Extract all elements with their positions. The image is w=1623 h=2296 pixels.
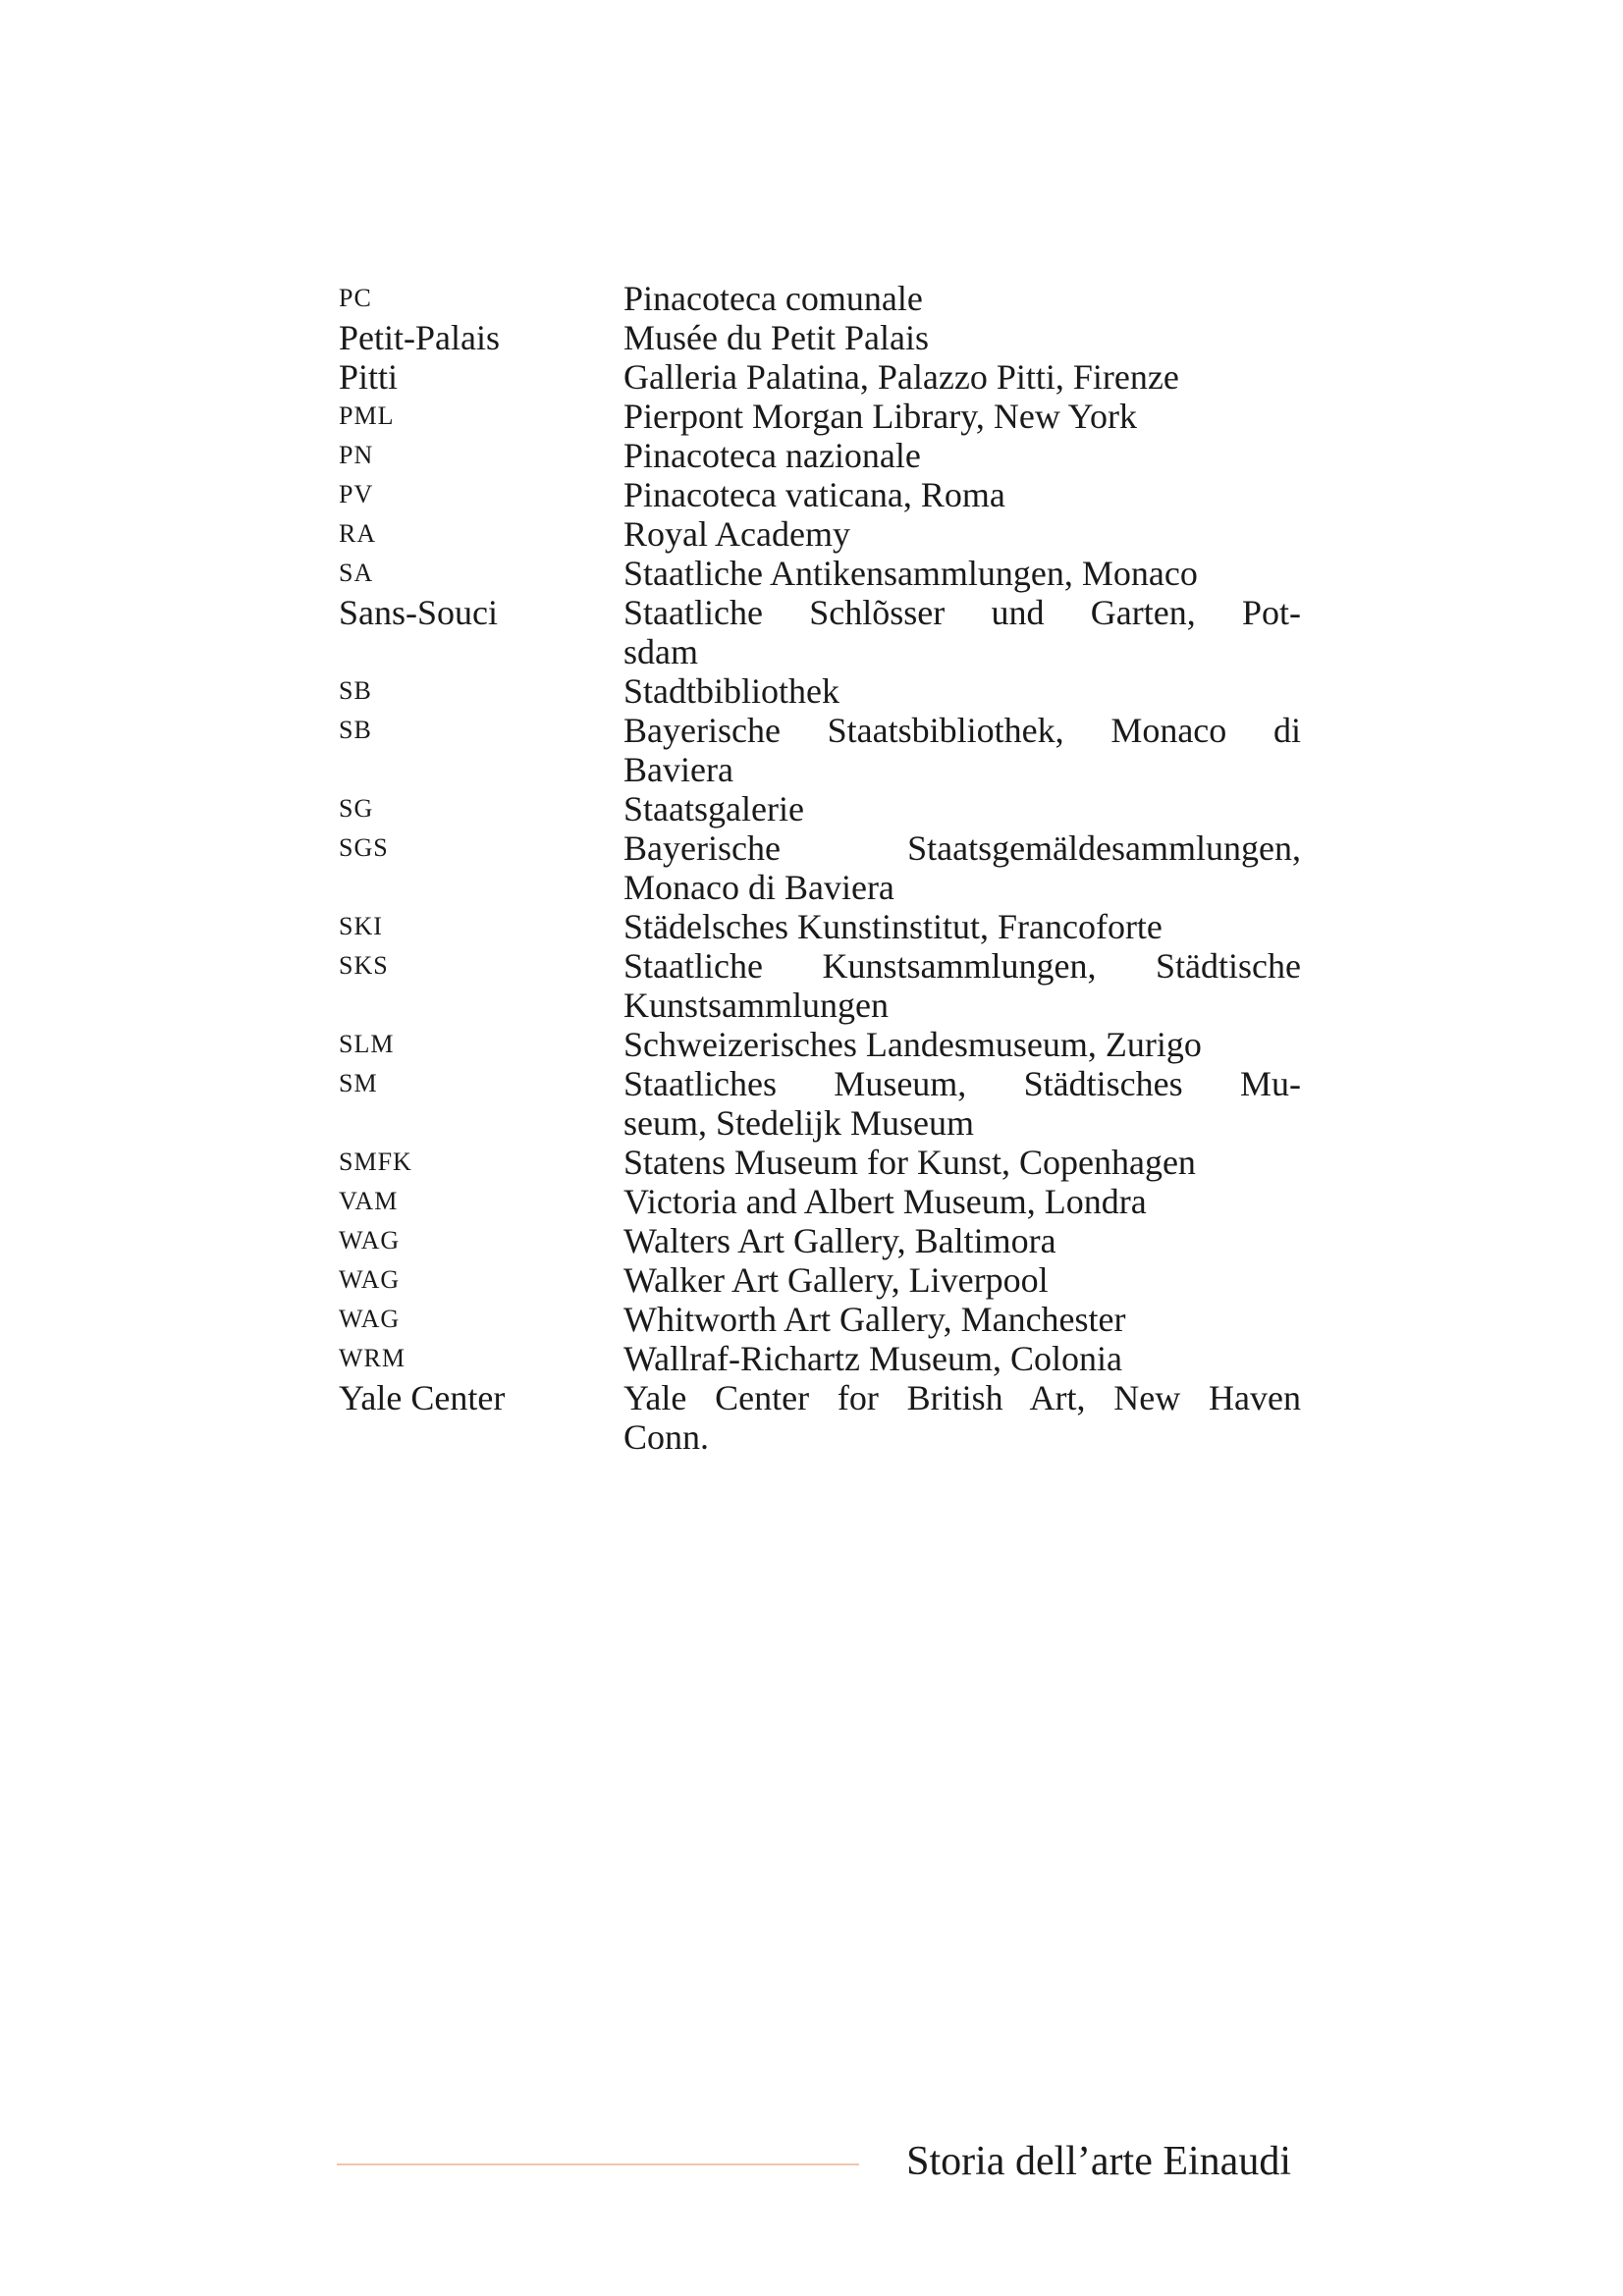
abbreviation: WAG — [339, 1305, 401, 1333]
abbreviation-description — [623, 475, 1301, 514]
description-line: sdam — [623, 632, 698, 671]
abbreviation: Sans-Souci — [339, 593, 498, 632]
abbreviation-entry — [339, 1064, 1301, 1143]
abbreviation: Yale Center — [339, 1378, 506, 1417]
abbreviation-description — [623, 1221, 1301, 1260]
abbreviation: Pitti — [339, 357, 399, 397]
description-line: seum, Stedelijk Museum — [623, 1103, 974, 1143]
abbreviation: PV — [339, 480, 374, 508]
abbreviation-description — [623, 593, 1301, 671]
abbreviation-entry — [339, 514, 1301, 554]
abbreviation: SA — [339, 559, 374, 587]
abbreviation: WRM — [339, 1344, 406, 1372]
description-line: Bayerische Staatsgemäldesammlungen, — [623, 828, 1301, 868]
abbreviation: SKI — [339, 912, 383, 940]
description-line: Galleria Palatina, Palazzo Pitti, Firenze — [623, 357, 1179, 397]
description-line: Staatliche Schlõsser und Garten, Pot- — [623, 593, 1301, 632]
abbreviation-description — [623, 907, 1301, 946]
description-line: Whitworth Art Gallery, Manchester — [623, 1300, 1126, 1339]
description-line: Monaco di Baviera — [623, 868, 894, 907]
abbreviation-description — [623, 671, 1301, 711]
description-line: Städelsches Kunstinstitut, Francoforte — [623, 907, 1163, 946]
abbreviation: VAM — [339, 1187, 399, 1215]
abbreviation-entry — [339, 946, 1301, 1025]
abbreviation-entry — [339, 828, 1301, 907]
abbreviation-description — [623, 1064, 1301, 1143]
abbreviation-description — [623, 1260, 1301, 1300]
description-line: Baviera — [623, 750, 733, 789]
abbreviation-description — [623, 1339, 1301, 1378]
abbreviation-entry — [339, 711, 1301, 789]
abbreviation-entry — [339, 671, 1301, 711]
abbreviation-entry — [339, 436, 1301, 475]
abbreviation-description — [623, 279, 1301, 318]
abbreviation-entry — [339, 593, 1301, 671]
abbreviation-entry — [339, 397, 1301, 436]
abbreviation: WAG — [339, 1226, 401, 1255]
abbreviation-description — [623, 436, 1301, 475]
abbreviation-description — [623, 1182, 1301, 1221]
abbreviation-description — [623, 789, 1301, 828]
abbreviation-entry — [339, 357, 1301, 397]
abbreviation-entry — [339, 279, 1301, 318]
abbreviation-description — [623, 828, 1301, 907]
description-line: Statens Museum for Kunst, Copenhagen — [623, 1143, 1196, 1182]
abbreviation: Petit-Palais — [339, 318, 500, 357]
abbreviation-entry — [339, 1182, 1301, 1221]
description-line: Pinacoteca vaticana, Roma — [623, 475, 1005, 514]
abbreviation-description — [623, 514, 1301, 554]
description-line: Pierpont Morgan Library, New York — [623, 397, 1137, 436]
abbreviation: SG — [339, 794, 374, 823]
description-line: Staatliche Kunstsammlungen, Städtische — [623, 946, 1301, 986]
description-line: Stadtbibliothek — [623, 671, 839, 711]
description-line: Staatliches Museum, Städtisches Mu- — [623, 1064, 1301, 1103]
abbreviation: PML — [339, 401, 395, 430]
abbreviation-description — [623, 1378, 1301, 1457]
footer-title: Storia dell’arte Einaudi — [906, 2139, 1291, 2184]
abbreviation: PC — [339, 284, 372, 312]
description-line: Staatliche Antikensammlungen, Monaco — [623, 554, 1198, 593]
abbreviation-entry — [339, 318, 1301, 357]
abbreviation-entry — [339, 1378, 1301, 1457]
description-line: Royal Academy — [623, 514, 850, 554]
description-line: Musée du Petit Palais — [623, 318, 929, 357]
abbreviation-description — [623, 1143, 1301, 1182]
description-line: Schweizerisches Landesmuseum, Zurigo — [623, 1025, 1202, 1064]
footer-rule — [337, 2163, 859, 2165]
abbreviation-description — [623, 946, 1301, 1025]
abbreviation-entry — [339, 789, 1301, 828]
abbreviation-description — [623, 397, 1301, 436]
abbreviation: SB — [339, 676, 372, 705]
abbreviation-entry — [339, 1025, 1301, 1064]
abbreviation-entry — [339, 907, 1301, 946]
description-line: Yale Center for British Art, New Haven — [623, 1378, 1301, 1417]
abbreviation-description — [623, 1025, 1301, 1064]
abbreviation-entry — [339, 554, 1301, 593]
abbreviation-entry — [339, 1260, 1301, 1300]
description-line: Kunstsammlungen — [623, 986, 889, 1025]
description-line: Pinacoteca comunale — [623, 279, 923, 318]
description-line: Bayerische Staatsbibliothek, Monaco di — [623, 711, 1301, 750]
description-line: Staatsgalerie — [623, 789, 804, 828]
abbreviation: SGS — [339, 833, 389, 862]
description-line: Walters Art Gallery, Baltimora — [623, 1221, 1056, 1260]
abbreviation-entry — [339, 1143, 1301, 1182]
abbreviation: RA — [339, 519, 377, 548]
abbreviation-entry — [339, 1339, 1301, 1378]
description-line: Victoria and Albert Museum, Londra — [623, 1182, 1147, 1221]
abbreviation-entry — [339, 1221, 1301, 1260]
abbreviation-description — [623, 711, 1301, 789]
abbreviation-list — [339, 279, 1301, 1457]
abbreviation-description — [623, 318, 1301, 357]
abbreviation-description — [623, 1300, 1301, 1339]
abbreviation: SB — [339, 716, 372, 744]
description-line: Wallraf-Richartz Museum, Colonia — [623, 1339, 1122, 1378]
abbreviation: WAG — [339, 1265, 401, 1294]
description-line: Pinacoteca nazionale — [623, 436, 921, 475]
abbreviation: PN — [339, 441, 374, 469]
abbreviation: SM — [339, 1069, 378, 1097]
abbreviation: SKS — [339, 951, 389, 980]
description-line: Conn. — [623, 1417, 710, 1457]
abbreviation-entry — [339, 1300, 1301, 1339]
abbreviation-description — [623, 554, 1301, 593]
abbreviation-entry — [339, 475, 1301, 514]
abbreviation: SMFK — [339, 1148, 412, 1176]
abbreviation-description — [623, 357, 1301, 397]
abbreviation: SLM — [339, 1030, 395, 1058]
description-line: Walker Art Gallery, Liverpool — [623, 1260, 1049, 1300]
